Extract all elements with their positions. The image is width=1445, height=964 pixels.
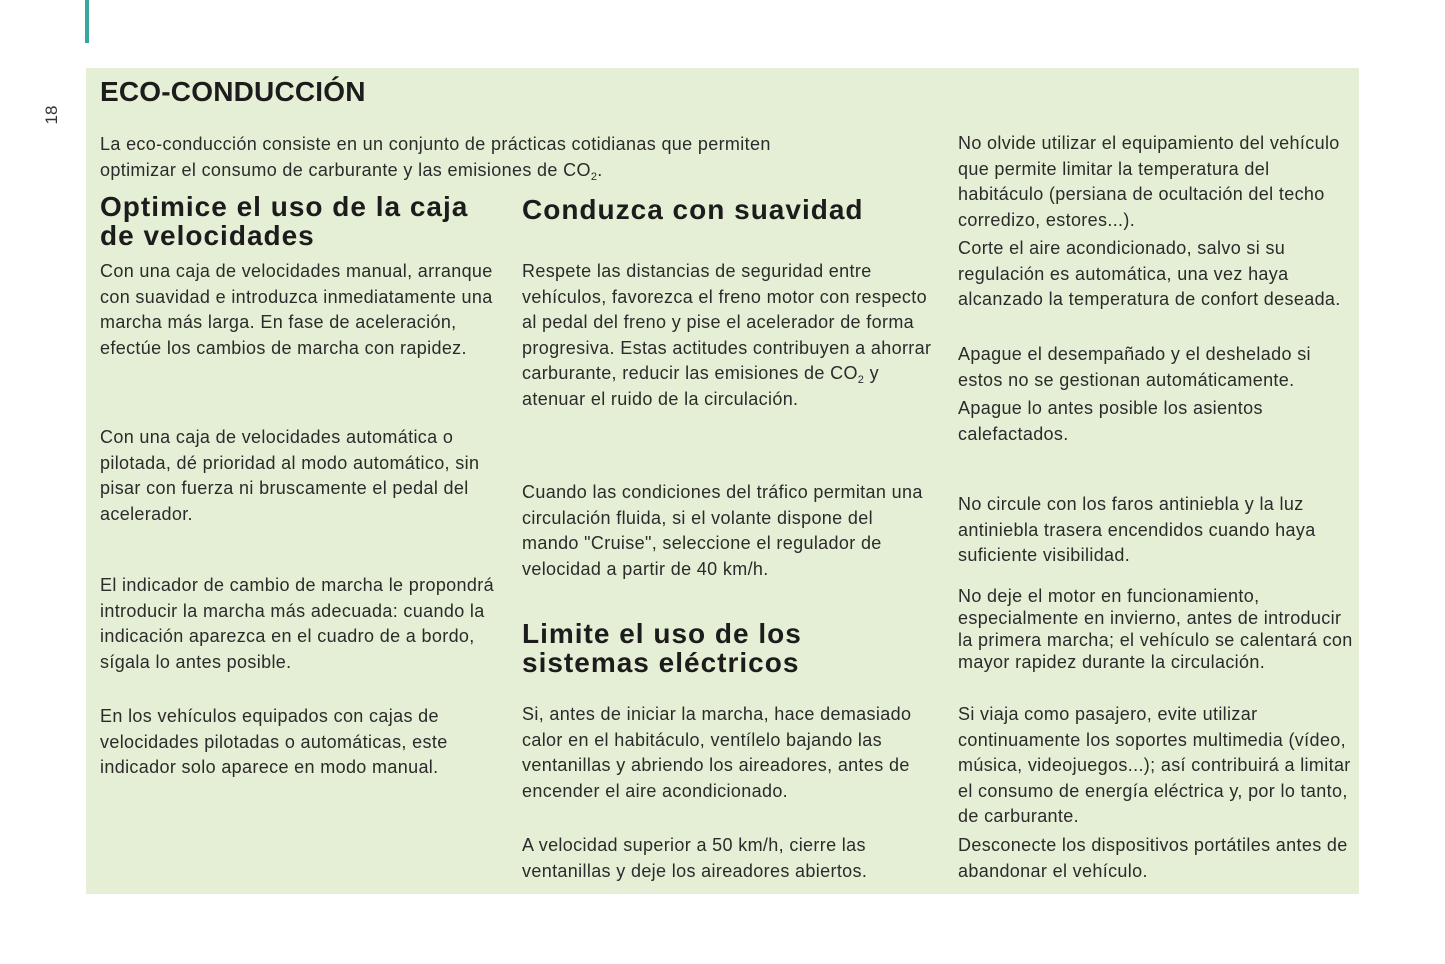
- tips-paragraph-8: Desconecte los dispositivos portátiles antes de abandonar el vehículo.: [958, 835, 1348, 881]
- intro-paragraph: [100, 132, 860, 183]
- co2-subscript: 2: [590, 170, 598, 183]
- smooth-paragraph-1-text: Respete las distancias de seguridad entre vehículos, favorezca el freno motor con respecto al pedal del freno y pise el acelerador de forma progresiva. Estas actitudes contribuyen a ahorrar carburante, reducir las emisiones de CO: [522, 261, 932, 383]
- heading-gearbox: Optimice el uso de la caja de velocidades: [100, 191, 469, 251]
- page-title: ECO-CONDUCCIÓN: [100, 76, 366, 107]
- co2-subscript-2: 2: [857, 374, 865, 386]
- intro-line-1: La eco-conducción consiste en un conjunto de prácticas cotidianas que permiten: [100, 134, 771, 154]
- tips-paragraph-4: Apague lo antes posible los asientos calefactados.: [958, 398, 1263, 444]
- tips-paragraph-7: Si viaja como pasajero, evite utilizar continuamente los soportes multimedia (vídeo, música, videojuegos...); así contribuirá a limitar el consumo de energía eléctrica y, por lo tanto, de carburante.: [958, 704, 1351, 826]
- tips-paragraph-3: Apague el desempañado y el deshelado si estos no se gestionan automáticamente.: [958, 344, 1311, 390]
- smooth-paragraph-1-end: y atenuar el ruido de la circulación.: [522, 363, 879, 409]
- tips-paragraph-1: No olvide utilizar el equipamiento del vehículo que permite limitar la temperatura del habitáculo (persiana de ocultación del techo corredizo, estores...).: [958, 133, 1340, 230]
- heading-smooth-driving: Conduzca con suavidad: [522, 194, 864, 225]
- tips-paragraph-6: No deje el motor en funcionamiento, especialmente en invierno, antes de introducir la primera marcha; el vehículo se calentará con mayor rapidez durante la circulación.: [958, 586, 1353, 672]
- eco-driving-panel: [86, 68, 1359, 894]
- gearbox-paragraph-4: En los vehículos equipados con cajas de velocidades pilotadas o automáticas, este indicador solo aparece en modo manual.: [100, 706, 448, 777]
- gearbox-paragraph-1: Con una caja de velocidades manual, arranque con suavidad e introduzca inmediatamente una marcha más larga. En fase de aceleración, efectúe los cambios de marcha con rapidez.: [100, 261, 493, 358]
- intro-line-2-end: .: [597, 159, 603, 180]
- heading-electrical-systems: Limite el uso de los sistemas eléctricos: [522, 618, 802, 678]
- tips-paragraph-5: No circule con los faros antiniebla y la luz antiniebla trasera encendidos cuando haya suficiente visibilidad.: [958, 494, 1316, 565]
- gearbox-paragraph-3: El indicador de cambio de marcha le propondrá introducir la marcha más adecuada: cuando la indicación aparezca en el cuadro de a bordo, sígala lo antes posible.: [100, 575, 494, 672]
- gearbox-paragraph-2: Con una caja de velocidades automática o pilotada, dé prioridad al modo automático, sin pisar con fuerza ni bruscamente el pedal del acelerador.: [100, 427, 480, 524]
- page-number: 18: [42, 105, 61, 125]
- top-accent-rule: [85, 0, 89, 43]
- intro-line-2: optimizar el consumo de carburante y las emisiones de CO: [100, 159, 591, 180]
- smooth-paragraph-1: [522, 259, 932, 412]
- electrical-paragraph-1: Si, antes de iniciar la marcha, hace demasiado calor en el habitáculo, ventílelo bajando las ventanillas y abriendo los aireadores, antes de encender el aire acondicionado.: [522, 704, 912, 801]
- smooth-paragraph-2: Cuando las condiciones del tráfico permitan una circulación fluida, si el volante dispone del mando "Cruise", seleccione el regulador de velocidad a partir de 40 km/h.: [522, 482, 923, 579]
- tips-paragraph-2: Corte el aire acondicionado, salvo si su regulación es automática, una vez haya alcanzado la temperatura de confort deseada.: [958, 238, 1341, 309]
- electrical-paragraph-2: A velocidad superior a 50 km/h, cierre las ventanillas y deje los aireadores abiertos.: [522, 835, 868, 881]
